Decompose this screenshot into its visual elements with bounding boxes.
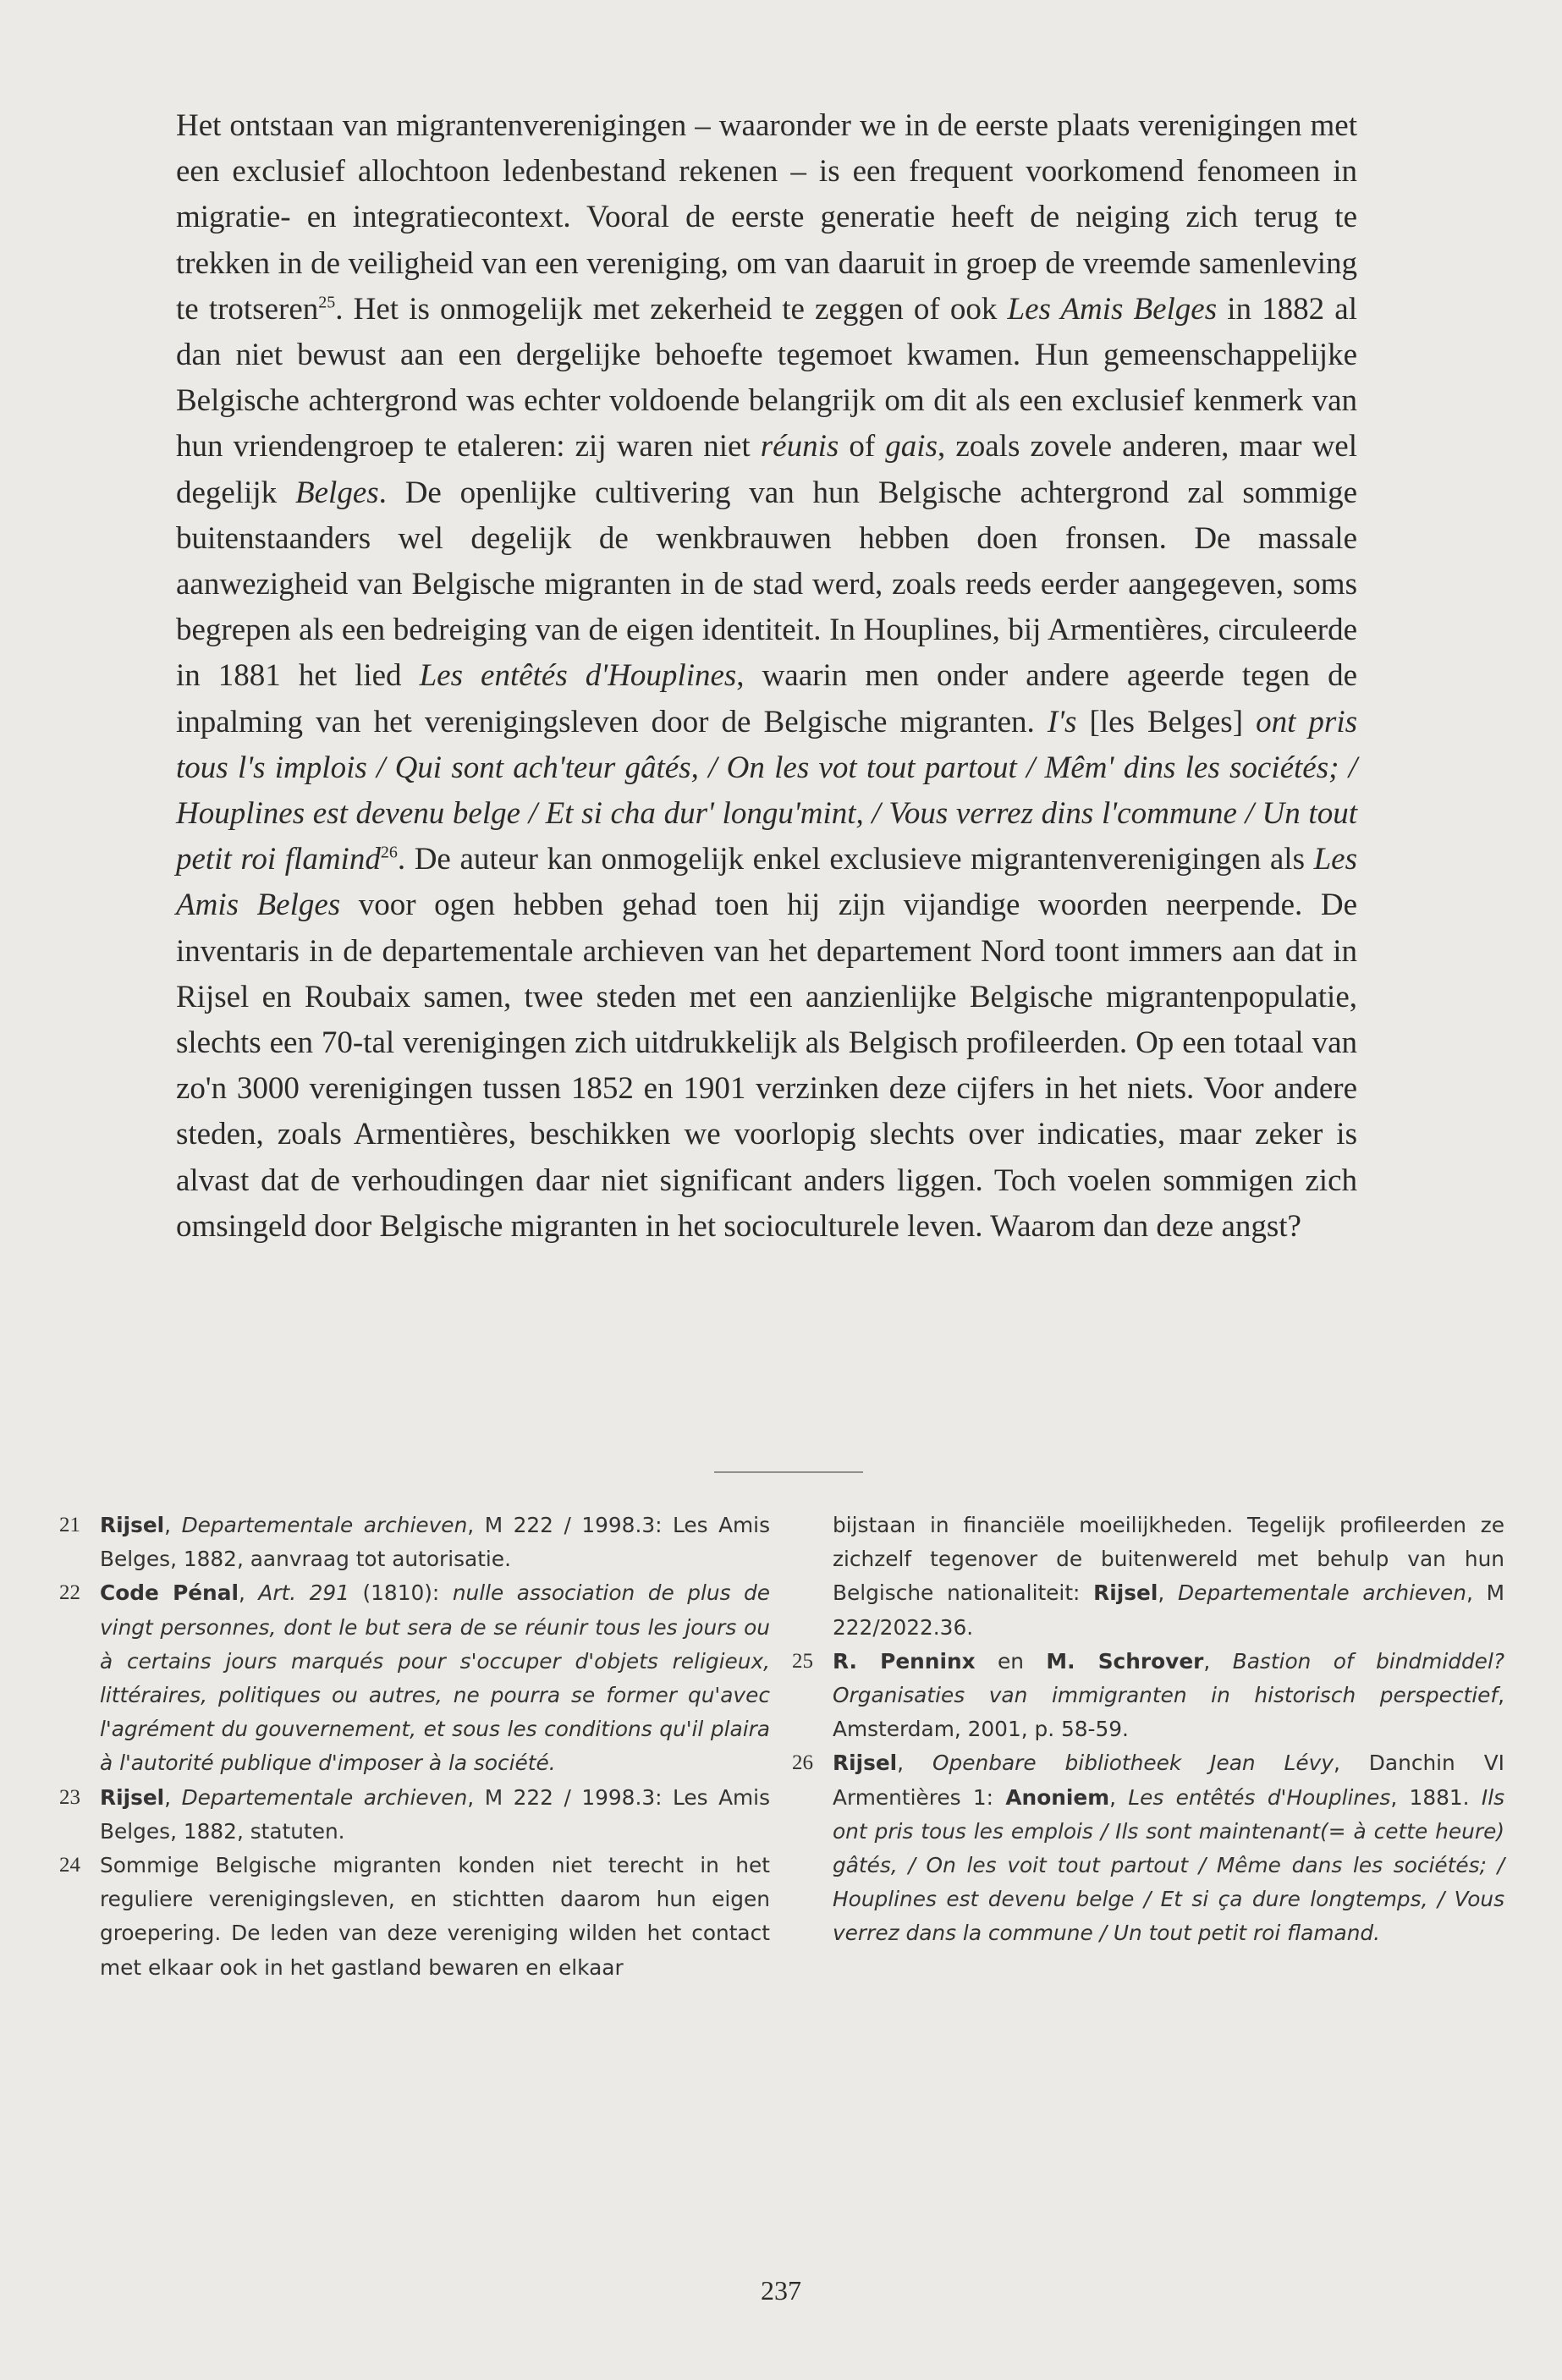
source-city: Rijsel: [100, 1784, 165, 1810]
footnote-number: 23: [59, 1785, 80, 1809]
archive-name: Departementale archieven: [181, 1513, 468, 1537]
text-run: , M 222 / 1998.3: Les Amis Belges, 1882, aanvraag tot autorisatie.: [100, 1513, 770, 1572]
text-run: ,: [164, 1784, 182, 1810]
text-run: ,: [1158, 1580, 1178, 1606]
source-title: Code Pénal: [100, 1580, 239, 1606]
source-city: Rijsel: [833, 1751, 898, 1776]
footnote-divider: [714, 1471, 863, 1473]
text-run: en: [975, 1648, 1047, 1674]
footnote-22: [59, 1576, 770, 1780]
footnote-number: 21: [59, 1514, 80, 1536]
text-run: , 1881.: [1390, 1784, 1482, 1810]
text-run: of: [839, 429, 886, 464]
text-run: , Amsterdam, 2001, p. 58-59.: [833, 1683, 1504, 1742]
song-quote: I's: [1047, 704, 1077, 739]
book-title: Bastion of bindmiddel? Organisaties van immigranten in historisch perspectief: [833, 1648, 1504, 1708]
footnote-24-continued: [792, 1509, 1504, 1645]
page-number: 237: [761, 2275, 801, 2306]
footnote-number: 25: [792, 1649, 813, 1673]
footnote-ref-25[interactable]: 25: [318, 293, 336, 312]
text-run: in 1882 al dan niet bewust aan een dergelijke behoefte tegemoet kwamen. Hun gemeenschappelijke Belgische achtergrond was echter voldoende belangrijk om dit als een exclusief kenmerk van hun vriendengroep te etaleren: zij waren niet: [176, 291, 1357, 464]
footnote-number: 24: [59, 1854, 80, 1877]
archive-name: Departementale archieven: [181, 1784, 468, 1810]
footnote-ref-26[interactable]: 26: [380, 843, 398, 862]
footnote-24: [59, 1849, 770, 1985]
text-run: , M 222 / 1998.3: Les Amis Belges, 1882, statuten.: [100, 1784, 770, 1844]
text-run: . Het is onmogelijk met zekerheid te zeggen of ook: [335, 291, 1008, 327]
footnote-25: [792, 1645, 1504, 1747]
song-title: Les entêtés d'Houplines: [1128, 1784, 1391, 1810]
library-name: Openbare bibliotheek Jean Lévy: [932, 1751, 1334, 1776]
footnote-number: 26: [792, 1751, 813, 1775]
author: R. Penninx: [833, 1648, 976, 1674]
text-run: bijstaan in financiële moeilijkheden. Tegelijk profileerden ze zichzelf tegenover de buitenwereld met behulp van hun Belgische nationaliteit:: [833, 1513, 1504, 1606]
text-run: ,: [897, 1751, 932, 1776]
text-run: , Danchin VI Armentières 1:: [833, 1751, 1504, 1810]
text-run: [les Belges]: [1076, 704, 1257, 739]
footnote-number: 22: [59, 1581, 80, 1605]
text-run: . De auteur kan onmogelijk enkel exclusieve migrantenverenigingen als: [397, 842, 1314, 877]
author: Anoniem: [1005, 1784, 1110, 1810]
footnotes-left-column: [59, 1509, 770, 1985]
song-title: Les entêtés d'Houplines: [419, 658, 737, 694]
emphasis: réunis: [760, 429, 839, 464]
text-run: voor ogen hebben gehad toen hij zijn vijandige woorden neerpende. De inventaris in de departementale archieven van het departement Nord toont immers aan dat in Rijsel en Roubaix samen, twee steden met een aanzienlijke Belgische migrantenpopulatie, slechts een 70-tal verenigingen zich uitdrukkelijk als Belgisch profileerden. Op een totaal van zo'n 3000 verenigingen tussen 1852 en 1901 verzinken deze cijfers in het niets. Voor andere steden, zoals Armentières, beschikken we voorlopig slechts over indicaties, maar zeker is alvast dat de verhoudingen daar niet significant anders liggen. Toch voelen sommigen zich omsingeld door Belgische migranten in het socioculturele leven. Waarom dan deze angst?: [176, 888, 1358, 1244]
emphasis: Les Amis Belges: [176, 842, 1357, 923]
text-run: ,: [1109, 1784, 1129, 1810]
text-run: , M 222/2022.36.: [833, 1580, 1504, 1640]
text-run: (1810):: [349, 1580, 453, 1606]
source-city: Rijsel: [1093, 1580, 1158, 1606]
emphasis: Belges: [295, 475, 379, 510]
text-run: Sommige Belgische migranten konden niet terecht in het reguliere verenigingsleven, en stichtten daarom hun eigen groepering. De leden van deze vereniging wilden het contact met elkaar ook in het gastland bewaren en elkaar: [100, 1853, 770, 1980]
text-run: Het ontstaan van migrantenverenigingen – waaronder we in de eerste plaats verenigingen met een exclusief allochtoon ledenbestand rekenen – is een frequent voorkomend fenomeen in migratie- en integratiecontext. Vooral de eerste generatie heeft de neiging zich terug te trekken in de veiligheid van een vereniging, om van daaruit in groep de vreemde samenleving te trotseren: [176, 108, 1357, 327]
song-quote: ont pris tous l's implois / Qui sont ach'teur gâtés, / On les vot tout partout / Mêm' dins les sociétés; / Houplines est devenu belge / Et si cha dur' longu'mint, / Vous verrez dins l'commune / Un tout petit roi flamind: [176, 704, 1358, 877]
footnote-26: [792, 1746, 1504, 1950]
text-run: , zoals zovele anderen, maar wel degelijk: [176, 429, 1357, 510]
emphasis: gais: [885, 429, 938, 464]
author: M. Schrover: [1046, 1648, 1204, 1674]
source-city: Rijsel: [100, 1513, 165, 1537]
song-translation: Ils ont pris tous les emplois / Ils sont maintenant(= à cette heure) gâtés, / On les voit tout partout / Même dans les sociétés; / Houplines est devenu belge / Et si ça dure longtemps, / Vous verrez dans la commune / Un tout petit roi flamand.: [833, 1784, 1505, 1946]
text-run: ,: [164, 1513, 182, 1537]
text-run: ,: [238, 1580, 259, 1606]
main-paragraph: [176, 103, 1357, 1250]
footnote-21: [59, 1509, 770, 1576]
footnote-23: [59, 1781, 770, 1849]
footnotes-right-column: [792, 1509, 1504, 1951]
text-run: ,: [1203, 1648, 1233, 1674]
article-ref: Art. 291: [258, 1580, 349, 1606]
text-run: . De openlijke cultivering van hun Belgische achtergrond zal sommige buitenstaanders wel degelijk de wenkbrauwen hebben doen fronsen. De massale aanwezigheid van Belgische migranten in de stad werd, zoals reeds eerder aangegeven, soms begrepen als een bedreiging van de eigen identiteit. In Houplines, bij Armentières, circuleerde in 1881 het lied: [176, 475, 1358, 694]
emphasis: Les Amis Belges: [1007, 291, 1218, 327]
archive-name: Departementale archieven: [1178, 1580, 1466, 1606]
text-run: , waarin men onder andere ageerde tegen de inpalming van het verenigingsleven door de Belgische migranten.: [176, 658, 1358, 739]
law-quote: nulle association de plus de vingt personnes, dont le but sera de se réunir tous les jours ou à certains jours marqués pour s'occuper d'objets religieux, littéraires, politiques ou autres, ne pourra se former qu'avec l'agrément du gouvernement, et sous les conditions qu'il plaira à l'autorité publique d'imposer à la société.: [100, 1580, 771, 1776]
